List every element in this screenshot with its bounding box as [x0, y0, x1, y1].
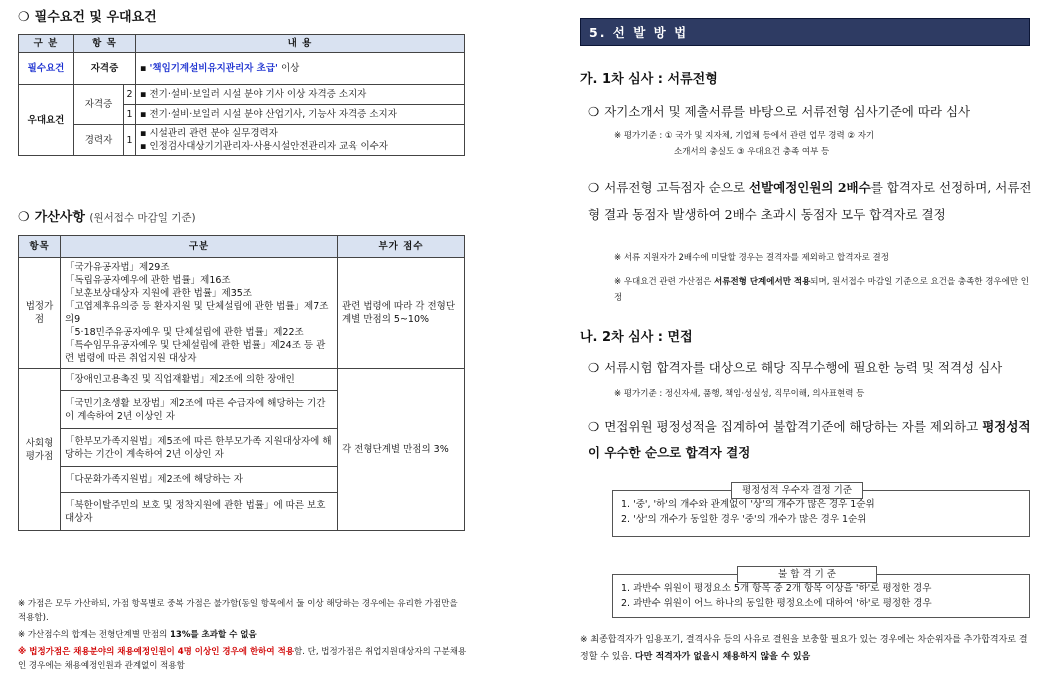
- bonus-header-row: [19, 236, 465, 258]
- legal-item: 「5·18민주유공자예우 및 단체설립에 관한 법률」제22조: [65, 327, 304, 338]
- fail-criteria-line: 1. 과반수 위원이 평정요소 5개 항목 중 2개 항목 이상을 '하'로 평정한 경우: [621, 583, 932, 594]
- bonus-header-item: 항목: [19, 236, 61, 258]
- social-item: 「다문화가족지원법」제2조에 해당하는 자: [61, 467, 338, 493]
- required-content: [136, 53, 465, 85]
- stage1-note-3-tail: 되며, 원서접수 마감일 기준으로 요건을 충족한 경우에만 인정: [614, 277, 1029, 303]
- stage2-para-2-text: 면접위원 평정성적을 집계하여 불합격기준에 해당하는 자를 제외하고: [604, 419, 983, 434]
- stage1-para-2-text: 서류전형 고득점자 순으로: [604, 180, 749, 195]
- circle-bullet-icon: ❍: [588, 360, 600, 375]
- social-item: 「북한이탈주민의 보호 및 정착지원에 관한 법률」에 따른 보호대상자: [61, 493, 338, 531]
- stage1-note-1-line-b: 소개서의 충실도 ③ 우대요건 충족 여부 등: [674, 147, 830, 157]
- note-1: ※ 가점은 모두 가산하되, 가점 항목별로 중복 가점은 불가함(동일 항목에서 둘 이상 해당하는 경우에는 유리한 가점만을 적용함).: [18, 599, 458, 623]
- note-2-text: ※ 가산점수의 합계는 전형단계별 만점의: [18, 630, 171, 640]
- bullet-icon: ▪: [140, 109, 150, 120]
- stage2-title: 나. 2차 심사 : 면접: [580, 330, 693, 345]
- bonus-header-score: 부가 점수: [338, 236, 465, 258]
- note-3-mark: ※: [18, 647, 30, 657]
- cert-text-1-value: 전기·설비·보일러 시설 분야 기사 이상 자격증 소지자: [149, 89, 367, 100]
- note-2: [18, 628, 468, 642]
- circle-bullet-icon: ❍: [18, 10, 30, 25]
- final-note: [580, 632, 1036, 666]
- cert-text-2-value: 전기·설비·보일러 시설 분야 산업기사, 기능사 자격증 소지자: [149, 109, 397, 120]
- social-item: 「국민기초생활 보장법」제2조에 따른 수급자에 해당하는 기간이 계속하여 2년 이상인 자: [61, 391, 338, 429]
- circle-bullet-icon: ❍: [588, 180, 600, 195]
- bonus-subtitle: (원서접수 마감일 기준): [89, 212, 196, 224]
- stage1-note-2-line: ※ 서류 지원자가 2배수에 미달할 경우는 결격자를 제외하고 합격자로 결정: [614, 253, 889, 263]
- bonus-notes: [18, 597, 468, 673]
- stage1-para-1: [588, 100, 1036, 124]
- note-3: [18, 645, 468, 673]
- required-row: [19, 53, 465, 85]
- preferred-label: 우대요건: [19, 85, 74, 156]
- stage1-note-3-bold: 서류전형 단계에서만 적용: [714, 277, 811, 287]
- stage1-para-2-tail: 를 합격자로 선정하며, 서류전형 결과 동점자 발생하여 2배수 초과시 동점자 모두 합격자로 결정: [588, 180, 1032, 222]
- header-category: 구 분: [19, 35, 74, 53]
- stage2-para-1: [588, 356, 1036, 380]
- ranking-criteria-line: 1. '중', '하'의 개수와 관계없이 '상'의 개수가 많은 경우 1순위: [621, 499, 875, 510]
- left-column: [18, 0, 468, 690]
- requirements-title: [18, 6, 157, 25]
- header-content: 내 용: [136, 35, 465, 53]
- ranking-criteria-line: 2. '상'의 개수가 동일한 경우 '중'의 개수가 많은 경우 1순위: [621, 514, 867, 525]
- cert-text-1: [136, 85, 465, 105]
- stage1-note-1-line-a: ※ 평가기준 : ① 국가 및 지자체, 기업체 등에서 관련 업무 경력 ② 자기: [614, 131, 875, 141]
- career-label: 경력자: [74, 125, 124, 156]
- fail-criteria-box: [612, 569, 1030, 618]
- cert-points-1: 2: [124, 85, 136, 105]
- stage2-para-2-bold: 평정성적이 우수한 순으로 합격자 결정: [588, 419, 1031, 460]
- stage1-para-2: [588, 174, 1036, 228]
- legal-items: [61, 258, 338, 369]
- required-cert-name: '책임기계설비유지관리자 초급': [149, 63, 278, 74]
- ranking-criteria-box: [612, 485, 1030, 537]
- requirements-title-text: 필수요건 및 우대요건: [34, 10, 157, 25]
- bonus-title: [18, 206, 196, 225]
- note-3-text: 함. 단, 법정가점은 취업지원대상자의 구분채용인 경우에는 채용예정인원과 관계없이 적용함: [18, 647, 467, 671]
- cert-text-2: [136, 105, 465, 125]
- required-cert-tail: 이상: [277, 63, 300, 74]
- requirements-header-row: [19, 35, 465, 53]
- stage1-note-3: [614, 274, 1034, 306]
- note-3-red: 법정가점은 채용분야의 채용예정인원이 4명 이상인 경우에 한하여 적용: [29, 647, 294, 657]
- career-list: [140, 127, 460, 153]
- stage1-note-1: [614, 128, 1034, 160]
- stage1-para-2-bold: 선발예정인원의 2배수: [748, 180, 871, 195]
- social-row-1: [19, 369, 465, 391]
- bonus-title-text: 가산사항: [34, 210, 85, 225]
- social-label: 사회형평가점: [19, 369, 61, 531]
- circle-bullet-icon: ❍: [588, 104, 600, 119]
- social-item: 「장애인고용촉진 및 직업재활법」제2조에 의한 장애인: [61, 369, 338, 391]
- fail-criteria-title: 불 합 격 기 준: [737, 566, 877, 583]
- section-banner: 5. 선 발 방 법: [580, 18, 1030, 46]
- cert-row-1: [19, 85, 465, 105]
- bullet-icon: ▪: [140, 89, 150, 100]
- final-note-bold: 다만 적격자가 없을시 채용하지 않을 수 있음: [634, 652, 811, 662]
- bullet-icon: ▪: [140, 63, 150, 74]
- legal-item: 「고엽제후유의증 등 환자지원 및 단체설립에 관한 법률」제7조의9: [65, 301, 329, 325]
- legal-item: 「국가유공자법」제29조: [65, 262, 170, 273]
- legal-label: 법정가점: [19, 258, 61, 369]
- career-row: [19, 125, 465, 156]
- required-item: 자격증: [74, 53, 136, 85]
- stage2-note-1: ※ 평가기준 : 정신자세, 품행, 책임·성실성, 직무이해, 의사표현력 등: [614, 389, 865, 399]
- social-score: 각 전형단계별 만점의 3%: [338, 369, 465, 531]
- legal-score: 관련 법령에 따라 각 전형단계별 만점의 5~10%: [338, 258, 465, 369]
- cert-points-2: 1: [124, 105, 136, 125]
- header-item: 항 목: [74, 35, 136, 53]
- ranking-criteria-title: 평정성적 우수자 결정 기준: [731, 482, 863, 499]
- right-column: [580, 0, 1036, 690]
- required-label: 필수요건: [19, 53, 74, 85]
- legal-item: 「보훈보상대상자 지원에 관한 법률」제35조: [65, 288, 252, 299]
- social-item: 「한부모가족지원법」제5조에 따른 한부모가족 지원대상자에 해당하는 기간이 계속하여 2년 이상인 자: [61, 429, 338, 467]
- legal-item: 「특수임무유공자예우 및 단체설립에 관한 법률」제24조 등 관련 법령에 따른 취업지원 대상자: [65, 340, 326, 364]
- legal-row: [19, 258, 465, 369]
- cert-label: 자격증: [74, 85, 124, 125]
- career-points: 1: [124, 125, 136, 156]
- career-item: ▪ 인정검사대상기기관리자·사용시설안전관리자 교육 이수자: [140, 140, 460, 153]
- circle-bullet-icon: ❍: [588, 419, 600, 434]
- stage2-para-1-text: 서류시험 합격자를 대상으로 해당 직무수행에 필요한 능력 및 적격성 심사: [604, 360, 1003, 375]
- stage2-para-2: [588, 414, 1036, 466]
- stage1-note-2: [614, 250, 1034, 266]
- circle-bullet-icon: ❍: [18, 210, 30, 225]
- stage1-note-3-text: ※ 우대요건 관련 가산점은: [614, 277, 715, 287]
- note-2-bold: 13%를 초과할 수 없음: [170, 630, 257, 640]
- requirements-table: [18, 34, 465, 156]
- career-item: ▪ 시설관리 관련 분야 실무경력자: [140, 127, 460, 140]
- final-note-text: ※ 최종합격자가 임용포기, 결격사유 등의 사유로 결원을 보충할 필요가 있는 경우에는 차순위자를 추가합격자로 결정할 수 있음.: [580, 635, 1028, 662]
- bonus-header-type: 구분: [61, 236, 338, 258]
- stage1-title: 가. 1차 심사 : 서류전형: [580, 72, 718, 87]
- fail-criteria-line: 2. 과반수 위원이 어느 하나의 동일한 평정요소에 대하여 '하'로 평정한 경우: [621, 598, 932, 609]
- stage1-para-1-text: 자기소개서 및 제출서류를 바탕으로 서류전형 심사기준에 따라 심사: [604, 104, 971, 119]
- career-content: [136, 125, 465, 156]
- bonus-table: [18, 235, 465, 531]
- legal-item: 「독립유공자예우에 관한 법률」제16조: [65, 275, 231, 286]
